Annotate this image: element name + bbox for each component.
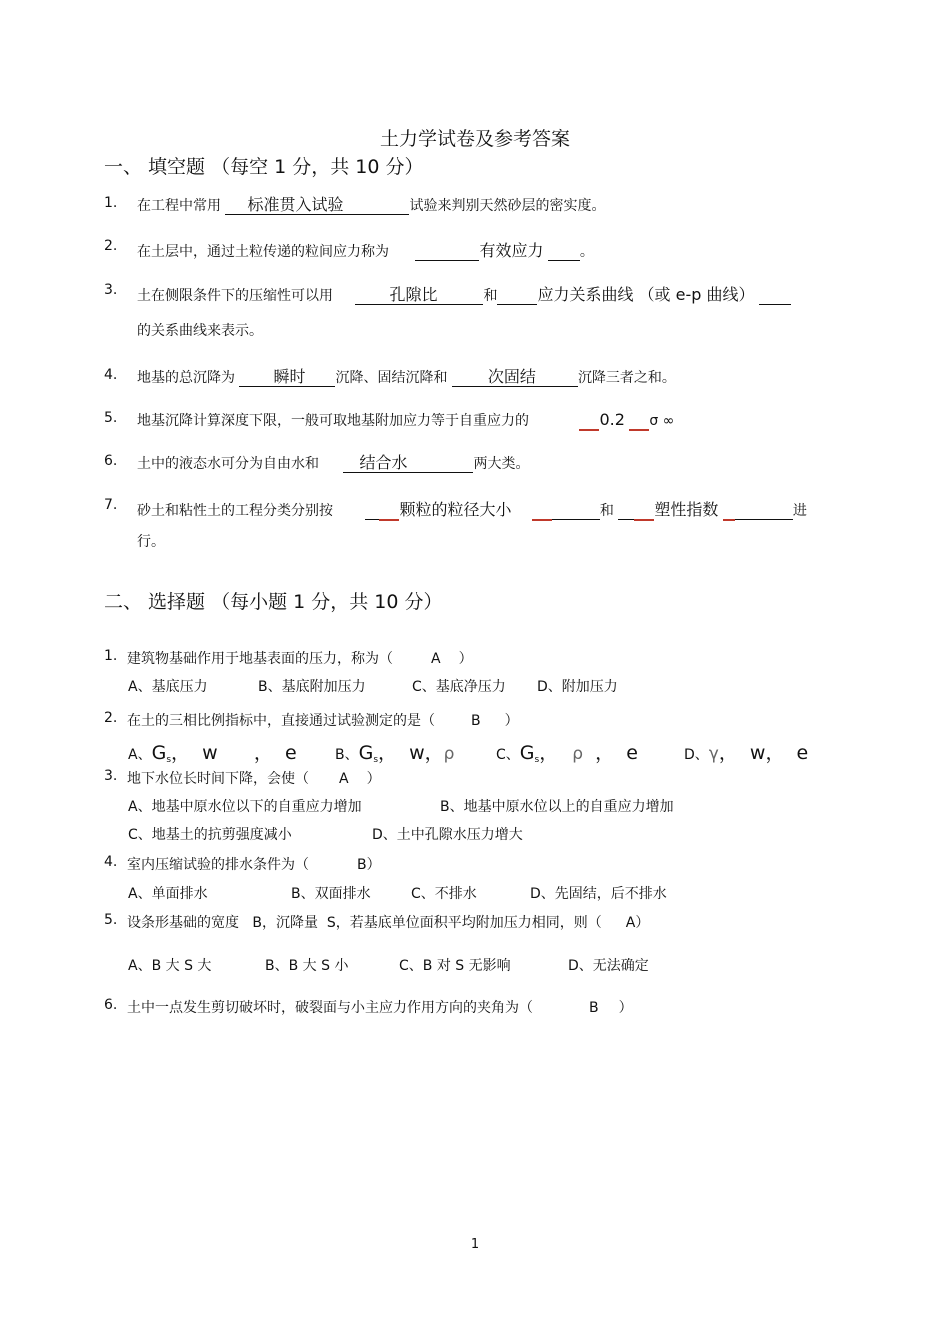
- s1-q7-text-mid: 和: [599, 503, 614, 519]
- s1-q5-text: 地基沉降计算深度下限，一般可取地基附加应力等于自重应力的: [137, 413, 529, 429]
- s1-q4-text-mid: 沉降、固结沉降和: [335, 370, 448, 386]
- blank-line: [407, 457, 473, 473]
- blank-line: [365, 504, 379, 520]
- blank-line: [759, 289, 791, 305]
- s1-q1-text: 在工程中常用: [137, 198, 221, 214]
- s2-q3-option-c: C、地基土的抗剪强度减小: [128, 827, 292, 843]
- s2-q1-option-a: A、基底压力: [128, 679, 208, 695]
- s2-q1-option-d: D、附加压力: [537, 679, 618, 695]
- s2-q2-text: 在土的三相比例指标中，直接通过试验测定的是（: [127, 713, 435, 729]
- option-label: A、: [128, 747, 152, 763]
- option-text: ， e: [583, 742, 638, 764]
- s1-q4-text-end: 沉降三者之和。: [577, 370, 676, 386]
- s2-q6-number: 6.: [104, 997, 118, 1013]
- blank-line-red: [629, 414, 649, 431]
- blank-line: [305, 371, 335, 387]
- symbol-g: G: [151, 742, 167, 764]
- option-text: ， w， e: [718, 742, 809, 764]
- blank-line: [735, 504, 793, 520]
- s2-q5-answer: A: [625, 915, 636, 931]
- s2-q5-number: 5.: [104, 912, 118, 928]
- rho-symbol: ρ: [443, 744, 455, 764]
- s2-q4-close: ）: [366, 857, 381, 873]
- s1-q3-text-mid: 和: [483, 288, 498, 304]
- s1-q7-line2: 行。: [137, 534, 165, 550]
- s1-q4-text: 地基的总沉降为: [137, 370, 235, 386]
- s2-q3-number: 3.: [104, 768, 118, 784]
- s2-q3-answer: A: [339, 771, 349, 787]
- subscript-s: s: [373, 755, 379, 765]
- s1-q5-text-end: σ ∞: [649, 413, 675, 429]
- s2-q5-option-c: C、B 对 S 无影响: [399, 958, 511, 974]
- s1-q6-answer: 结合水: [343, 454, 407, 473]
- s2-q4-option-b: B、双面排水: [291, 886, 371, 902]
- s2-q6-answer: B: [589, 1000, 599, 1016]
- s1-q7: [137, 497, 807, 521]
- s2-q3-option-d: D、土中孔隙水压力增大: [372, 827, 523, 843]
- option-label: B、: [335, 747, 359, 763]
- s2-q2-option-d: [684, 738, 808, 765]
- blank-line-red: [579, 414, 599, 431]
- s1-q2-answer: 有效应力: [479, 241, 544, 260]
- s1-q7-text-end: 进: [792, 503, 807, 519]
- s2-q2-number: 2.: [104, 710, 118, 726]
- s1-q1-text-end: 试验来判别天然砂层的密实度。: [409, 198, 606, 214]
- blank-line: [618, 504, 634, 520]
- symbol-g: G: [358, 742, 374, 764]
- s2-q1-option-b: B、基底附加压力: [258, 679, 366, 695]
- option-text: ， w，: [378, 742, 444, 764]
- s2-q3-text: 地下水位长时间下降，会使（: [127, 771, 309, 787]
- s1-q3-answer2: 应力关系曲线 （或 e-p 曲线）: [537, 285, 755, 304]
- s1-q2-text-end: 。: [579, 244, 594, 260]
- s1-q1: [137, 195, 605, 215]
- s2-q4: [127, 854, 381, 874]
- option-text: ， w ， e: [171, 742, 297, 764]
- s2-q5-option-a: A、B 大 S 大: [128, 958, 212, 974]
- s2-q1-text: 建筑物基础作用于地基表面的压力，称为（: [127, 651, 393, 667]
- s2-q2-option-c: [496, 738, 638, 765]
- subscript-s: s: [166, 755, 172, 765]
- s2-q5: [127, 912, 649, 932]
- s1-q3: [137, 282, 791, 305]
- s1-q4-number: 4.: [104, 367, 118, 383]
- separator: ，: [539, 742, 559, 764]
- blank-line-red: [379, 504, 399, 521]
- s1-q2: [137, 238, 594, 261]
- subscript-s: s: [534, 755, 540, 765]
- s1-q4: [137, 367, 676, 387]
- s1-q5-number: 5.: [104, 410, 118, 426]
- s2-q2-option-b: [335, 738, 454, 765]
- s2-q4-number: 4.: [104, 854, 118, 870]
- s1-q4-answer1: 瞬时: [239, 368, 305, 387]
- s1-q2-text: 在土层中，通过土粒传递的粒间应力称为: [137, 244, 389, 260]
- s2-q1-answer: A: [431, 651, 441, 667]
- s2-q4-option-a: A、单面排水: [128, 886, 208, 902]
- s2-q5-close: ）: [635, 915, 650, 931]
- s2-q4-answer: B: [357, 857, 367, 873]
- s2-q2-close: ）: [504, 713, 519, 729]
- option-label: C、: [496, 747, 520, 763]
- s1-q3-text: 土在侧限条件下的压缩性可以用: [137, 288, 333, 304]
- section2-heading: 二、 选择题 （每小题 1 分，共 10 分）: [104, 591, 443, 613]
- s2-q5-text: 设条形基础的宽度 B，沉降量 S，若基底单位面积平均附加压力相同，则（: [127, 915, 602, 931]
- s2-q5-option-d: D、无法确定: [568, 958, 649, 974]
- s2-q3-close: ）: [366, 771, 381, 787]
- symbol-g: G: [519, 742, 535, 764]
- s2-q5-option-b: B、B 大 S 小: [265, 958, 349, 974]
- option-label: D、: [684, 747, 709, 763]
- s1-q3-answer1: 孔隙比: [355, 286, 437, 305]
- s1-q6-text-end: 两大类。: [473, 456, 530, 472]
- s1-q7-number: 7.: [104, 497, 118, 513]
- s2-q4-text: 室内压缩试验的排水条件为（: [127, 857, 309, 873]
- page-title: 土力学试卷及参考答案: [379, 128, 570, 150]
- rho-symbol: ρ: [572, 744, 584, 764]
- blank-line: [536, 371, 578, 387]
- s2-q6: [127, 997, 633, 1017]
- s1-q3-number: 3.: [104, 282, 118, 298]
- s2-q4-option-c: C、不排水: [411, 886, 477, 902]
- blank-line: [437, 289, 483, 305]
- blank-line-red: [532, 504, 552, 521]
- s1-q7-answer1: 颗粒的粒径大小: [399, 500, 512, 519]
- s1-q6-text: 土中的液态水可分为自由水和: [137, 456, 319, 472]
- s1-q7-text: 砂土和粘性土的工程分类分别按: [137, 503, 333, 519]
- blank-line-red: [634, 504, 654, 521]
- s1-q5: [137, 410, 674, 431]
- s2-q4-option-d: D、先固结，后不排水: [530, 886, 667, 902]
- s1-q1-number: 1.: [104, 195, 118, 211]
- blank-line: [345, 199, 409, 215]
- s1-q1-answer: 标准贯入试验: [225, 196, 345, 215]
- s2-q3: [127, 768, 381, 788]
- s2-q6-close: ）: [618, 1000, 633, 1016]
- s1-q3-line2: 的关系曲线来表示。: [137, 323, 263, 339]
- s1-q6: [137, 453, 529, 473]
- blank-line: [552, 504, 600, 520]
- section1-heading: 一、 填空题 （每空 1 分，共 10 分）: [104, 156, 424, 178]
- page-number: 1: [470, 1237, 480, 1252]
- s2-q2-answer: B: [471, 713, 481, 729]
- s1-q4-answer2: 次固结: [452, 368, 536, 387]
- s1-q6-number: 6.: [104, 453, 118, 469]
- blank-line: [415, 245, 479, 261]
- s2-q1-number: 1.: [104, 648, 118, 664]
- gamma-symbol: γ: [708, 744, 719, 764]
- s2-q3-option-b: B、地基中原水位以上的自重应力增加: [440, 799, 674, 815]
- blank-line-red: [723, 504, 735, 521]
- blank-line: [497, 289, 537, 305]
- s2-q2: [127, 710, 519, 730]
- s2-q1-option-c: C、基底净压力: [412, 679, 506, 695]
- s1-q2-number: 2.: [104, 238, 118, 254]
- s2-q1-close: ）: [458, 651, 473, 667]
- s1-q7-answer2: 塑性指数: [654, 500, 719, 519]
- s2-q2-option-a: [128, 738, 297, 765]
- s2-q1: [127, 648, 473, 668]
- s2-q3-option-a: A、地基中原水位以下的自重应力增加: [128, 799, 362, 815]
- blank-line: [548, 245, 580, 261]
- s2-q6-text: 土中一点发生剪切破坏时，破裂面与小主应力作用方向的夹角为（: [127, 1000, 533, 1016]
- s1-q5-answer: 0.2: [599, 410, 625, 429]
